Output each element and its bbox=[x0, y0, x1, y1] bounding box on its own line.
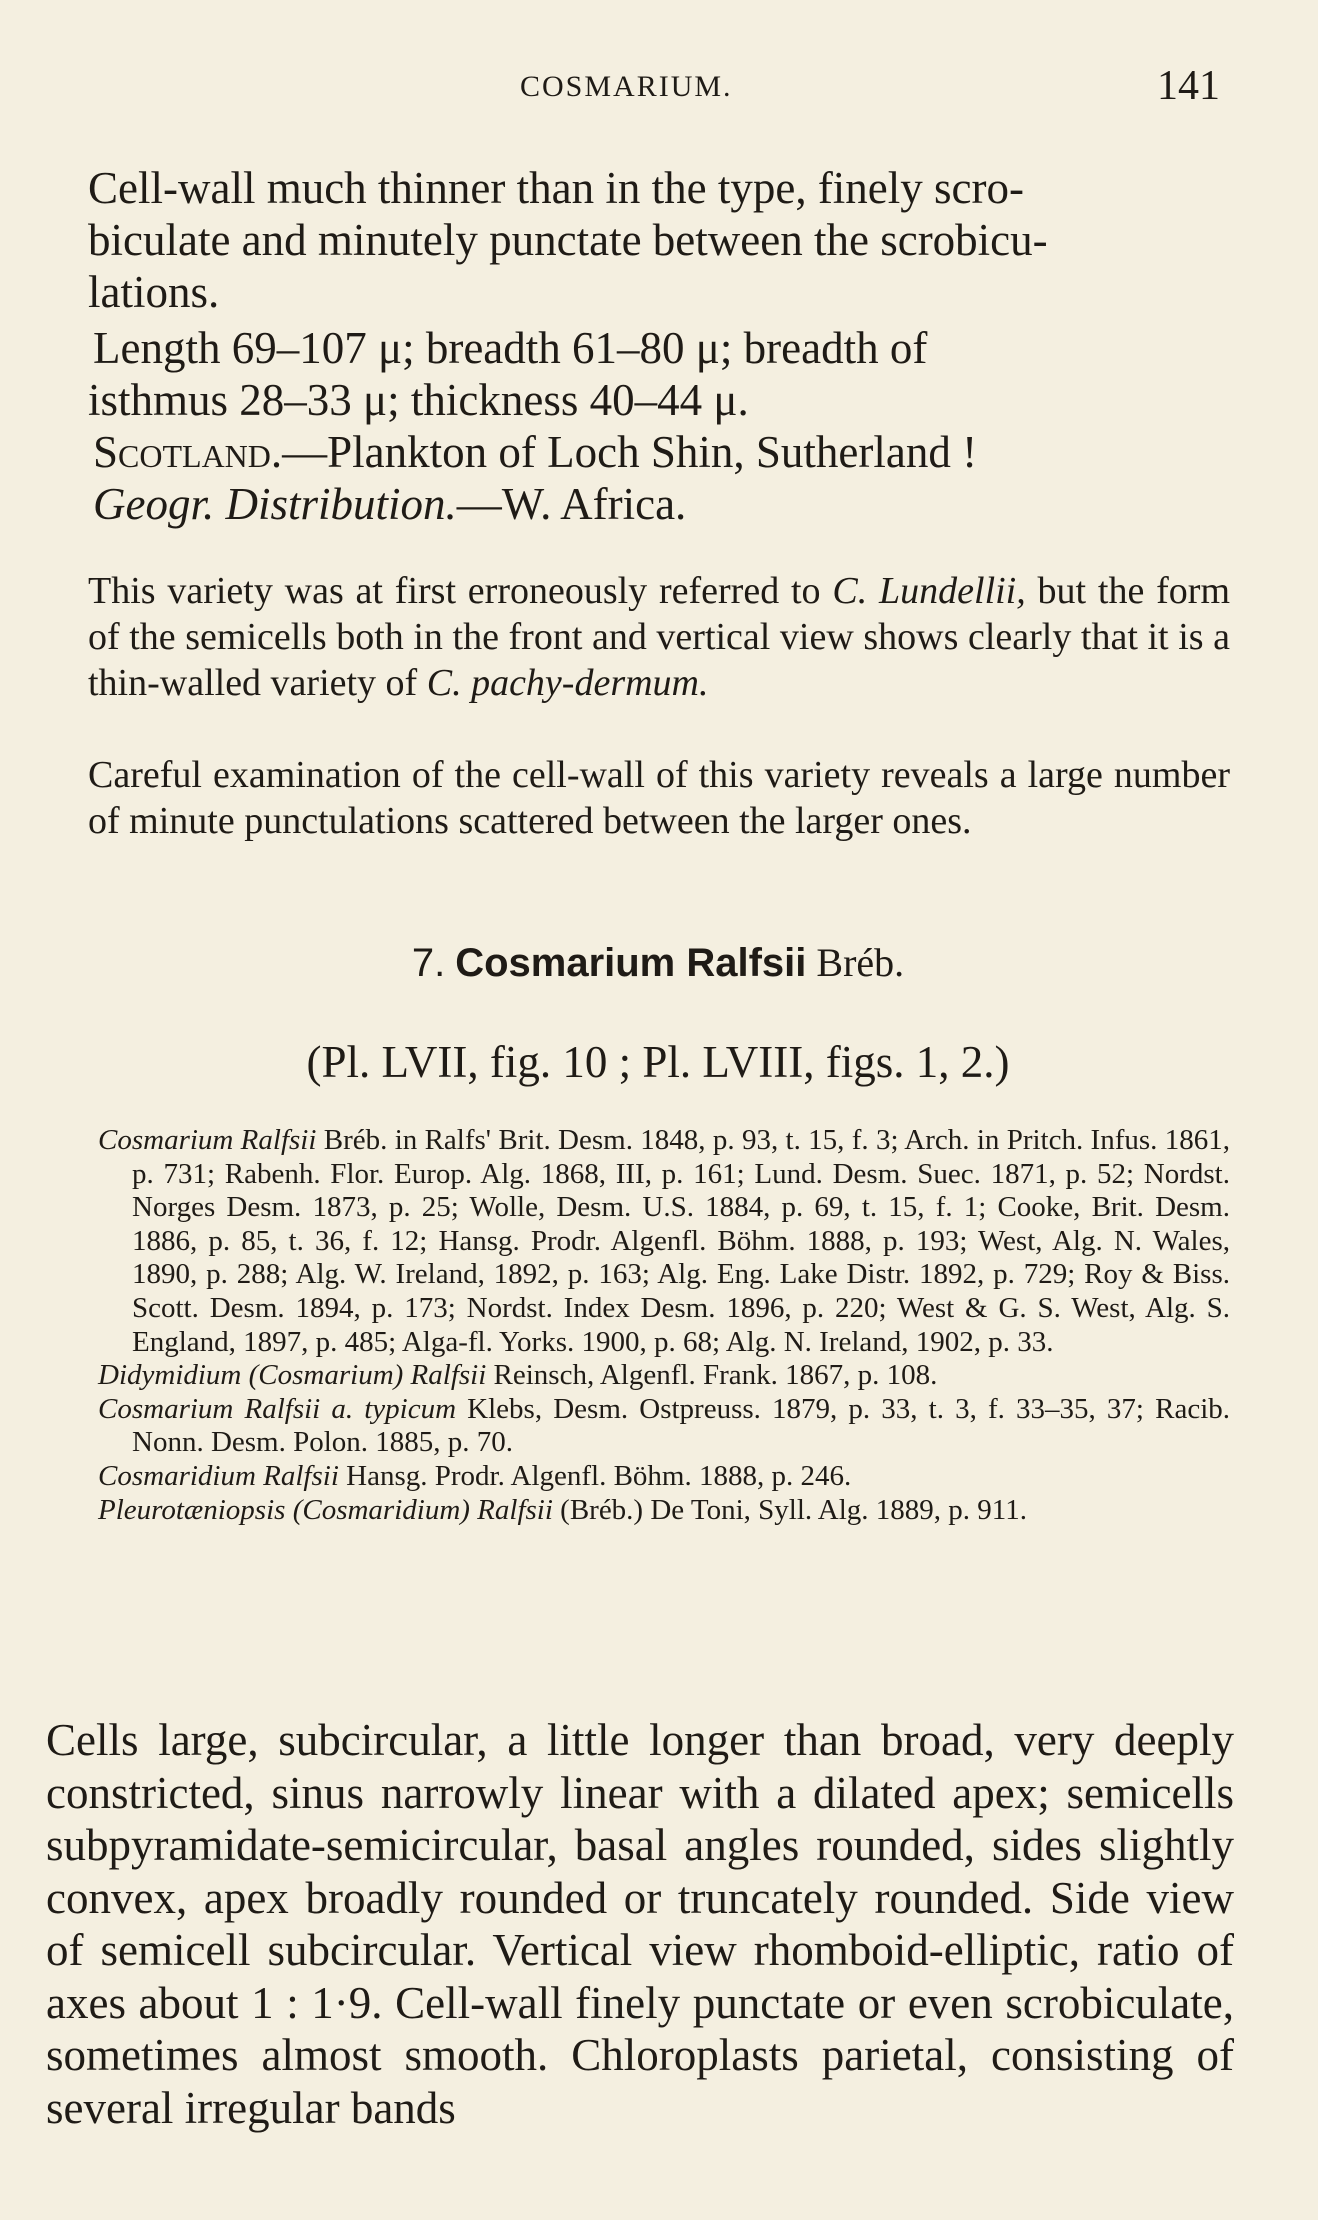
running-head bbox=[0, 62, 1318, 112]
running-title: COSMARIUM. bbox=[520, 70, 733, 103]
synonym-entry bbox=[98, 1124, 1230, 1359]
measurements-line: Length 69–107 μ; breadth 61–80 μ; breadth of bbox=[93, 323, 928, 373]
synonym-taxon: Cosmarium Ralfsii a. typicum bbox=[98, 1392, 457, 1425]
synonym-citation: Bréb. in Ralfs' Brit. Desm. 1848, p. 93, t. 15, f. 3; Arch. in Pritch. Infus. 1861, p. 731; Rabenh. Flor. Europ. Alg. 1868, III, p. 161; Lund. Desm. Suec. 1871, p. 52; Nordst. Norges Desm. 1873, p. 25; Wolle, Desm. U.S. 1884, p. 69, t. 15, f. 1; Cooke, Brit. Desm. 1886, p. 85, t. 36, f. 12; Hansg. Prodr. Algenfl. Böhm. 1888, p. 193; West, Alg. N. Wales, 1890, p. 288; Alg. W. Ireland, 1892, p. 163; Alg. Eng. Lake Distr. 1892, p. 729; Roy & Biss. Scott. Desm. 1894, p. 173; Nordst. Index Desm. 1896, p. 220; West & G. S. West, Alg. S. England, 1897, p. 485; Alga-fl. Yorks. 1900, p. 68; Alg. N. Ireland, 1902, p. 33. bbox=[132, 1124, 1230, 1358]
synonym-taxon: Cosmarium Ralfsii bbox=[98, 1124, 317, 1156]
synonymy bbox=[98, 1124, 1230, 1527]
synonym-entry bbox=[98, 1359, 1230, 1393]
species-heading bbox=[88, 940, 1228, 986]
taxon-name: C. Lundellii, bbox=[832, 570, 1026, 612]
distribution-label: Geogr. Distribution. bbox=[93, 479, 457, 529]
synonym-taxon: Pleurotæniopsis (Cosmaridium) Ralfsii bbox=[98, 1493, 553, 1526]
species-number: 7. bbox=[411, 941, 446, 985]
variety-distribution bbox=[88, 478, 1228, 530]
synonym-taxon: Didymidium (Cosmarium) Ralfsii bbox=[98, 1359, 487, 1392]
variety-note-1 bbox=[88, 568, 1230, 706]
plate-reference bbox=[88, 1036, 1228, 1088]
variety-note-2 bbox=[88, 752, 1230, 844]
plate-refs: (Pl. LVII, fig. 10 ; Pl. LVIII, figs. 1, 2.) bbox=[306, 1037, 1010, 1087]
note-text: but the form of the semicells both in the front and vertical view shows clearly that it is a thin-walled variety of bbox=[88, 570, 1230, 704]
species-author: Bréb. bbox=[816, 940, 905, 985]
synonym-citation: Hansg. Prodr. Algenfl. Böhm. 1888, p. 246. bbox=[338, 1459, 852, 1492]
variety-measurements bbox=[88, 322, 1228, 426]
page-number: 141 bbox=[1157, 63, 1220, 109]
locality-label: Scotland. bbox=[93, 427, 283, 477]
note-text: Careful examination of the cell-wall of this variety reveals a large number of minute punctulations scattered between the larger ones. bbox=[88, 754, 1230, 842]
locality-text: —Plankton of Loch Shin, Sutherland ! bbox=[282, 427, 978, 477]
species-name: Cosmarium Ralfsii bbox=[455, 941, 807, 985]
note-text: This variety was at first erroneously referred to bbox=[88, 570, 833, 612]
synonym-entry bbox=[98, 1494, 1230, 1528]
species-description bbox=[46, 1714, 1234, 2134]
description-text: Cells large, subcircular, a little longer than broad, very deeply constricted, sinus narrowly linear with a dilated apex; semicells subpyramidate-semicircular, basal angles rounded, sides slightly convex, apex broadly rounded or truncately rounded. Side view of semicell subcircular. Vertical view rhomboid-elliptic, ratio of axes about 1 : 1·9. Cell-wall finely punctate or even scrobiculate, sometimes almost smooth. Chloroplasts parietal, consisting of several irregular bands bbox=[46, 1715, 1234, 2133]
synonym-citation: Reinsch, Algenfl. Frank. 1867, p. 108. bbox=[486, 1359, 938, 1392]
description-line: lations. bbox=[88, 267, 220, 317]
synonym-citation: (Bréb.) De Toni, Syll. Alg. 1889, p. 911. bbox=[552, 1493, 1027, 1526]
synonym-taxon: Cosmaridium Ralfsii bbox=[98, 1459, 339, 1492]
measurements-line: isthmus 28–33 μ; thickness 40–44 μ. bbox=[88, 375, 749, 425]
synonym-entry bbox=[98, 1393, 1230, 1460]
variety-locality bbox=[88, 426, 1228, 478]
description-line: biculate and minutely punctate between the scrobicu- bbox=[88, 215, 1048, 265]
variety-description bbox=[88, 162, 1228, 318]
description-line: Cell-wall much thinner than in the type, finely scro- bbox=[88, 163, 1024, 213]
synonym-entry bbox=[98, 1460, 1230, 1494]
taxon-name: C. pachy-dermum. bbox=[426, 662, 709, 704]
synonym-citation: Klebs, Desm. Ostpreuss. 1879, p. 33, t. 3, f. 33–35, 37; Racib. Nonn. Desm. Polon. 1885, p. 70. bbox=[132, 1392, 1230, 1459]
distribution-text: —W. Africa. bbox=[456, 479, 687, 529]
